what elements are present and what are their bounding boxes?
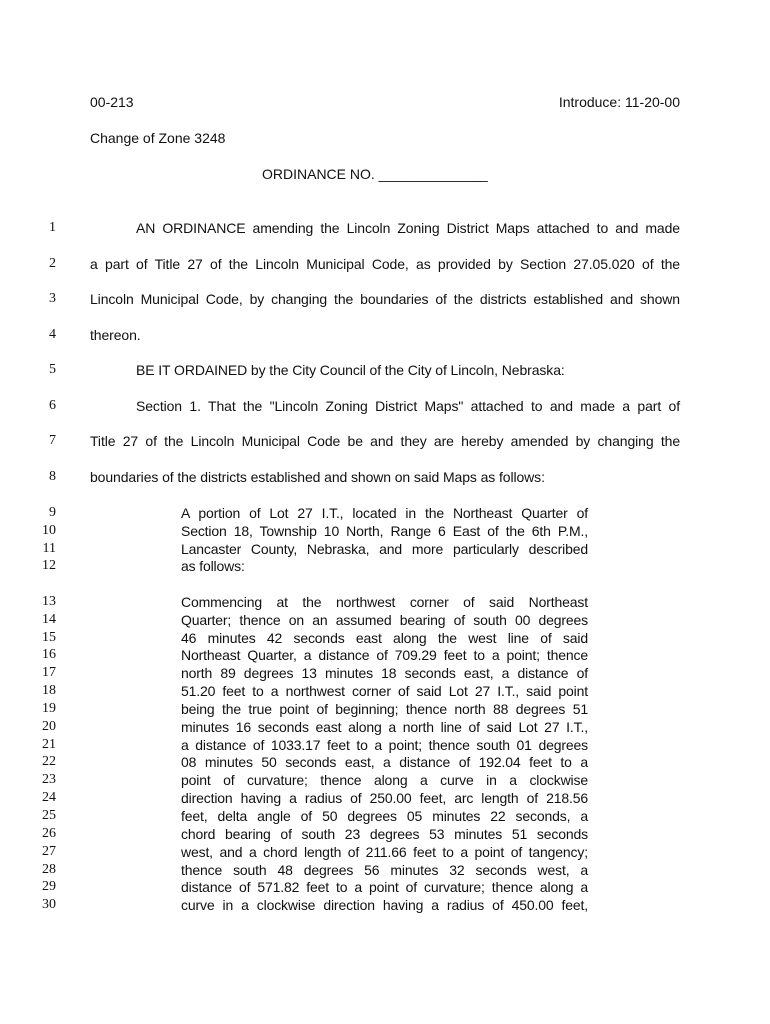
- change-of-zone: Change of Zone 3248: [90, 130, 226, 146]
- ordinance-title-line: a part of Title 27 of the Lincoln Municipal Code, as provided by Section 27.05.020 of the: [90, 256, 680, 272]
- legal-description-line: Quarter; thence on an assumed bearing of south 00 degrees: [181, 612, 588, 628]
- legal-description-line: as follows:: [181, 558, 245, 574]
- line-number: 6: [49, 398, 56, 413]
- line-number: 4: [49, 327, 56, 342]
- legal-description-line: curve in a clockwise direction having a radius of 450.00 feet,: [181, 897, 588, 913]
- legal-description-line: 51.20 feet to a northwest corner of said Lot 27 I.T., said point: [181, 683, 588, 699]
- line-number: 11: [42, 541, 56, 556]
- legal-description-line: minutes 16 seconds east along a north line of said Lot 27 I.T.,: [181, 719, 588, 735]
- legal-description-line: 08 minutes 50 seconds east, a distance of 192.04 feet to a: [181, 754, 588, 770]
- line-number: 5: [49, 362, 56, 377]
- section-text-line: Section 1. That the "Lincoln Zoning District Maps" attached to and made a part of: [136, 398, 680, 414]
- line-number: 27: [42, 844, 56, 859]
- legal-description-line: Northeast Quarter, a distance of 709.29 feet to a point; thence: [181, 647, 588, 663]
- line-number: 17: [42, 665, 56, 680]
- enacting-clause: BE IT ORDAINED by the City Council of the City of Lincoln, Nebraska:: [136, 362, 565, 378]
- legal-description-line: Lancaster County, Nebraska, and more particularly described: [181, 541, 588, 557]
- line-number: 8: [49, 469, 56, 484]
- section-text-line: boundaries of the districts established and shown on said Maps as follows:: [90, 469, 545, 485]
- bill-number: 00-213: [90, 94, 134, 110]
- line-number: 28: [42, 862, 56, 877]
- line-number: 2: [49, 256, 56, 271]
- line-number: 15: [42, 630, 56, 645]
- ordinance-title-line: thereon.: [90, 327, 141, 343]
- legal-description-line: direction having a radius of 250.00 feet, arc length of 218.56: [181, 790, 588, 806]
- line-number: 19: [42, 701, 56, 716]
- legal-description-line: thence south 48 degrees 56 minutes 32 seconds west, a: [181, 862, 588, 878]
- line-number: 22: [42, 754, 56, 769]
- line-number: 26: [42, 826, 56, 841]
- line-number: 18: [42, 683, 56, 698]
- line-number: 7: [49, 433, 56, 448]
- introduce-date: Introduce: 11-20-00: [558, 94, 680, 110]
- ordinance-title-line: AN ORDINANCE amending the Lincoln Zoning District Maps attached to and made: [136, 220, 680, 236]
- line-number: 14: [42, 612, 56, 627]
- legal-description-line: Section 18, Township 10 North, Range 6 East of the 6th P.M.,: [181, 523, 588, 539]
- legal-description-line: Commencing at the northwest corner of said Northeast: [181, 594, 588, 610]
- legal-description-line: being the true point of beginning; thence north 88 degrees 51: [181, 701, 588, 717]
- legal-description-line: west, and a chord length of 211.66 feet to a point of tangency;: [181, 844, 588, 860]
- section-text-line: Title 27 of the Lincoln Municipal Code be and they are hereby amended by changing the: [90, 433, 680, 449]
- line-number: 30: [42, 897, 56, 912]
- line-number: 3: [49, 291, 56, 306]
- legal-description-line: north 89 degrees 13 minutes 18 seconds east, a distance of: [181, 665, 588, 681]
- line-number: 12: [42, 558, 56, 573]
- line-number: 9: [49, 505, 56, 520]
- legal-description-line: distance of 571.82 feet to a point of curvature; thence along a: [181, 879, 588, 895]
- line-number: 13: [42, 594, 56, 609]
- line-number: 16: [42, 647, 56, 662]
- line-number: 10: [42, 523, 56, 538]
- line-number: 25: [42, 808, 56, 823]
- legal-description-line: feet, delta angle of 50 degrees 05 minutes 22 seconds, a: [181, 808, 588, 824]
- line-number: 29: [42, 879, 56, 894]
- line-number: 20: [42, 719, 56, 734]
- line-number: 23: [42, 772, 56, 787]
- ordinance-title-line: Lincoln Municipal Code, by changing the boundaries of the districts established and shown: [90, 291, 680, 307]
- legal-description-line: point of curvature; thence along a curve in a clockwise: [181, 772, 588, 788]
- line-number: 21: [42, 737, 56, 752]
- line-number: 24: [42, 790, 56, 805]
- ordinance-number: ORDINANCE NO. ______________: [262, 166, 488, 182]
- legal-description-line: A portion of Lot 27 I.T., located in the Northeast Quarter of: [181, 505, 588, 521]
- legal-description-line: a distance of 1033.17 feet to a point; thence south 01 degrees: [181, 737, 588, 753]
- line-number: 1: [49, 220, 56, 235]
- legal-description-line: 46 minutes 42 seconds east along the west line of said: [181, 630, 588, 646]
- legal-description-line: chord bearing of south 23 degrees 53 minutes 51 seconds: [181, 826, 588, 842]
